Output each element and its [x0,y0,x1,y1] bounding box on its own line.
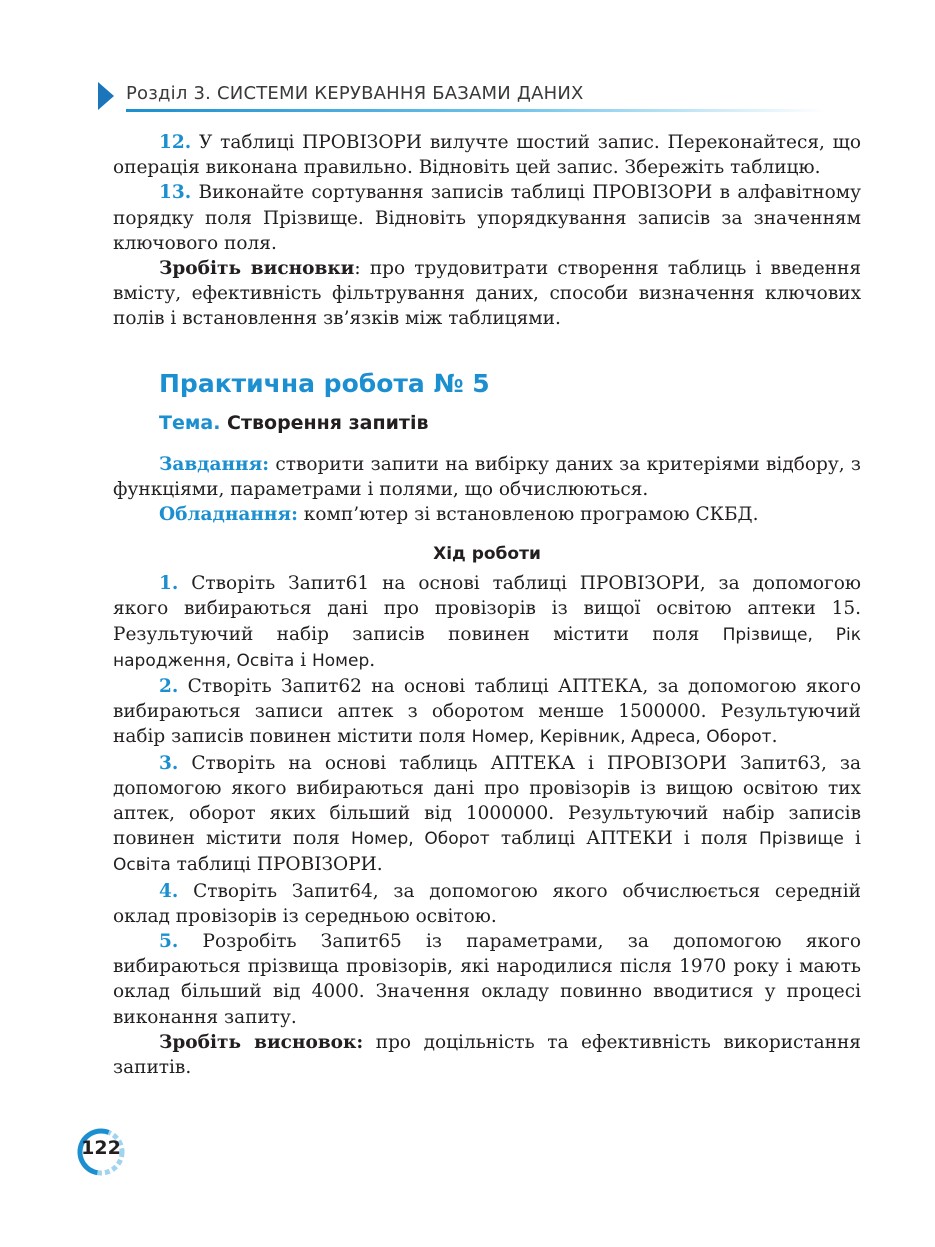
page-number: 122 [81,1137,121,1159]
step-text: . [771,726,778,748]
step-text: . [369,649,376,671]
step-fields: Прізвище, Рік народження, Освіта [113,624,861,671]
step-fields: Номер, Оборот [350,829,490,850]
step-number: 2. [159,676,179,698]
equipment-label: Обладнання: [159,504,298,526]
topic-label: Тема. [159,411,221,434]
conclusion-text: про доцільність та ефективність використання запитів. [113,1031,861,1079]
topic-heading [159,410,861,436]
step-number: 5. [159,931,179,953]
step-fields: Номер, Керівник, Адреса, Оборот [471,727,772,748]
step-fields: Номер [312,650,370,671]
task-label: Завдання: [159,453,270,475]
conclusion-text: : про трудовитрати створення таблиць і введення вмісту, ефективність фільтрування даних, способи визначення ключових полів і встановлення зв’язків між таблицями. [113,258,862,330]
step-fields: Прізвище [759,829,844,850]
running-header [98,80,858,112]
topic-text: Створення запитів [220,411,429,434]
item-number: 13. [159,182,192,204]
conclusion-label: Зробіть висновок: [159,1031,364,1053]
equipment-paragraph [113,502,861,527]
step-item [113,751,861,879]
step-item [113,674,861,751]
item-number: 12. [159,132,192,153]
header-underline [126,109,826,112]
step-text: Створіть Запит62 на основі таблиці АПТЕКА, за допомогою якого вибираються записи аптек з оборотом менше 1500000. Результуючий набір записів повинен містити поля [113,676,861,748]
list-item [113,130,861,180]
task-text: створити запити на вибірку даних за критеріями відбору, з функціями, параметрами і полями, що обчислюються. [113,453,861,500]
conclusion-paragraph [113,1030,861,1080]
conclusion-paragraph [113,256,861,332]
equipment-text: комп’ютер зі встановленою програмою СКБД. [297,504,759,526]
step-item [113,879,861,929]
item-text: У таблиці ПРОВІЗОРИ вилучте шостий запис. Переконайтеся, що операція виконана правильно. Відновіть цей запис. Збережіть таблицю. [113,132,861,179]
step-item [113,571,861,674]
step-text: таблиці АПТЕКИ і поля [489,828,760,850]
step-text: Розробіть Запит65 із параметрами, за допомогою якого вибираються прізвища провізорів, які народилися після 1970 року і мають оклад більший від 4000. Значення окладу повинно вводитися у процесі виконання запиту. [113,931,861,1028]
step-text: Створіть Запит61 на основі таблиці ПРОВІЗОРИ, за допомогою якого вибираються дані про провізорів із вищої освітою аптеки 15. Результуючий набір записів повинен містити поля [113,573,861,645]
conclusion-label: Зробіть висновки [159,258,355,280]
step-number: 3. [159,752,179,774]
step-text: Створіть Запит64, за допомогою якого обчислюється середній оклад провізорів із середньою освітою. [113,880,861,927]
step-text: таблиці ПРОВІЗОРИ. [170,854,383,876]
step-text: і [294,649,312,671]
step-item [113,929,861,1030]
course-heading: Хід роботи [433,544,541,565]
page-number-badge [76,1127,126,1177]
step-text: і [843,828,861,850]
header-arrow-icon [98,82,114,110]
task-paragraph [113,452,861,502]
step-fields: Освіта [113,855,171,876]
step-number: 1. [159,573,179,595]
list-item [113,180,861,256]
chapter-title: Розділ 3. СИСТЕМИ КЕРУВАННЯ БАЗАМИ ДАНИХ [126,83,584,104]
practice-title: Практична робота № 5 [159,368,490,398]
step-text: Створіть на основі таблиць АПТЕКА і ПРОВІЗОРИ Запит63, за допомогою якого вибираються дані про провізорів із вищою освітою тих аптек, оборот яких більший від 1000000. Результуючий набір записів повинен містити поля [113,752,861,850]
step-number: 4. [159,880,179,902]
item-text: Виконайте сортування записів таблиці ПРОВІЗОРИ в алфавітному порядку поля Прізвище. Відновіть упорядкування записів за значенням ключового поля. [113,182,861,254]
page-content [113,130,861,1080]
